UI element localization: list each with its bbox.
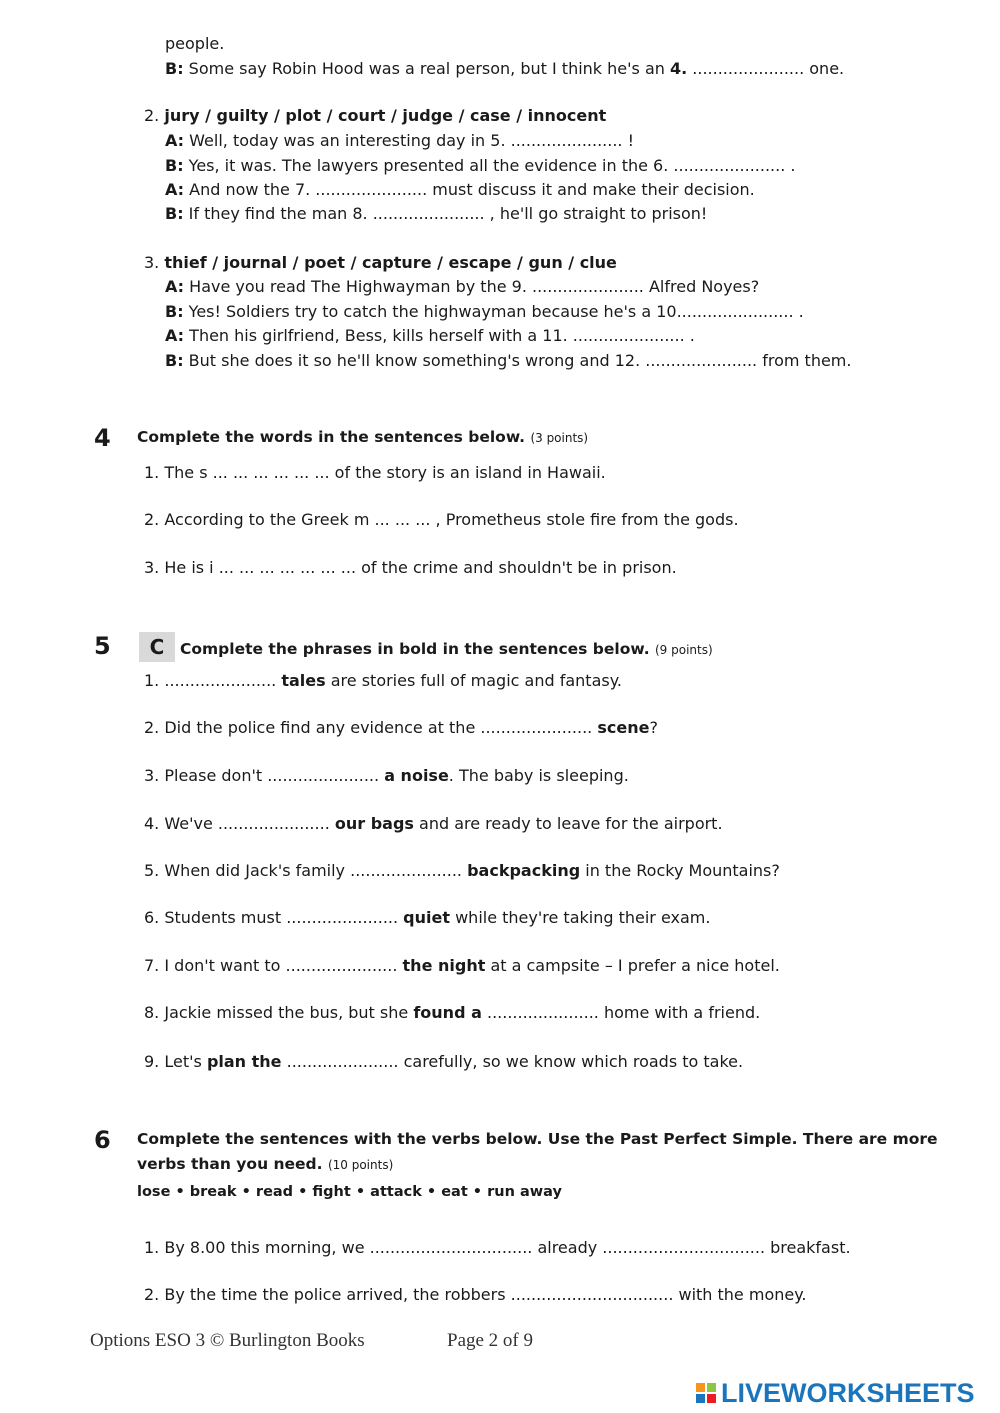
dialogue-line[interactable]: [165, 130, 634, 152]
instruction-text: Complete the words in the sentences below.: [137, 428, 526, 446]
speaker-label: B:: [165, 204, 184, 223]
dialogue-text: Yes! Soldiers try to catch the highwayman because he's a 10....................... .: [183, 302, 804, 321]
dialogue-text: Well, today was an interesting day in 5. ...................... !: [184, 131, 635, 150]
item-text: Please don't ......................: [164, 766, 385, 785]
sentence-item[interactable]: [144, 955, 780, 977]
verb-bank: lose • break • read • fight • attack • eat • run away: [137, 1184, 562, 1200]
item-number: 2.: [144, 718, 165, 737]
points-label: (10 points): [327, 1158, 394, 1172]
exercise-instruction: [137, 425, 588, 450]
item-text: We've ......................: [164, 814, 335, 833]
exercise-instruction: Complete the sentences with the verbs below. Use the Past Perfect Simple. There are more: [137, 1130, 938, 1148]
item-text: are stories full of magic and fantasy.: [325, 671, 622, 690]
dialogue-text: Yes, it was. The lawyers presented all the evidence in the 6. ...................... .: [183, 156, 796, 175]
item-text: ?: [649, 718, 658, 737]
points-label: (3 points): [530, 431, 589, 445]
sentence-item[interactable]: [144, 1051, 743, 1073]
dialogue-line[interactable]: [165, 325, 695, 347]
logo-grid-icon: [696, 1383, 716, 1403]
sentence-item[interactable]: 2. By the time the police arrived, the robbers ................................ with the money.: [144, 1285, 807, 1304]
sentence-item[interactable]: [144, 813, 723, 835]
item-number: 4.: [144, 814, 165, 833]
sentence-item[interactable]: [144, 860, 780, 882]
dialogue-text: Then his girlfriend, Bess, kills herself with a 11. ...................... .: [184, 326, 695, 345]
speaker-label: A:: [165, 131, 185, 150]
item-text: Students must ......................: [164, 908, 404, 927]
bold-phrase: scene: [597, 718, 650, 737]
item-text: while they're taking their exam.: [450, 908, 711, 927]
exercise-instruction: [180, 637, 713, 662]
dialogue-line[interactable]: [165, 276, 759, 298]
sentence-item[interactable]: 3. He is i ... ... ... ... ... ... ... of the crime and shouldn't be in prison.: [144, 558, 677, 577]
item-text: and are ready to leave for the airport.: [413, 814, 723, 833]
bold-phrase: quiet: [403, 908, 450, 927]
group-number: 3.: [144, 253, 160, 272]
dialogue-line[interactable]: [165, 179, 755, 201]
gap-number: 4.: [669, 59, 688, 78]
sentence-item[interactable]: [144, 765, 629, 787]
speaker-label: B:: [165, 59, 184, 78]
word-group-2: [144, 105, 606, 127]
instruction-text: Complete the phrases in bold in the sentences below.: [180, 640, 650, 658]
liveworksheets-logo[interactable]: [696, 1378, 975, 1408]
speaker-label: B:: [165, 351, 184, 370]
footer-page-number: Page 2 of 9: [447, 1330, 534, 1351]
sentence-item[interactable]: [144, 907, 710, 929]
sentence-item[interactable]: [144, 717, 658, 739]
sentence-item[interactable]: 1. By 8.00 this morning, we ................................ already ................................ breakfast.: [144, 1238, 851, 1257]
dialogue-line[interactable]: [165, 203, 707, 225]
bold-phrase: backpacking: [467, 861, 581, 880]
bold-phrase: tales: [281, 671, 326, 690]
exercise-instruction: [137, 1152, 393, 1177]
continued-text: people.: [165, 34, 225, 53]
item-number: 3.: [144, 766, 165, 785]
word-bank: thief / journal / poet / capture / escape / gun / clue: [164, 253, 617, 272]
dialogue-text: Have you read The Highwayman by the 9. ...................... Alfred Noyes?: [184, 277, 760, 296]
dialogue-text: Some say Robin Hood was a real person, but I think he's an: [183, 59, 670, 78]
speaker-label: A:: [165, 277, 185, 296]
bold-phrase: plan the: [206, 1052, 282, 1071]
item-text: When did Jack's family ......................: [164, 861, 468, 880]
item-text: ...................... home with a friend.: [481, 1003, 761, 1022]
exercise-number: 4: [94, 424, 111, 452]
speaker-label: B:: [165, 156, 184, 175]
word-bank: jury / guilty / plot / court / judge / case / innocent: [164, 106, 607, 125]
dialogue-text: If they find the man 8. ...................... , he'll go straight to prison!: [183, 204, 708, 223]
instruction-text: verbs than you need.: [137, 1155, 323, 1173]
item-number: 7.: [144, 956, 165, 975]
item-text: at a campsite – I prefer a nice hotel.: [485, 956, 780, 975]
bold-phrase: a noise: [384, 766, 449, 785]
item-text: I don't want to ......................: [164, 956, 403, 975]
speaker-label: A:: [165, 180, 185, 199]
points-label: (9 points): [655, 643, 713, 657]
dialogue-line[interactable]: [165, 350, 851, 372]
bold-phrase: our bags: [334, 814, 414, 833]
answer-blank[interactable]: ...................... one.: [687, 59, 845, 78]
sentence-item[interactable]: 2. According to the Greek m ... ... ... , Prometheus stole fire from the gods.: [144, 510, 739, 529]
item-text: . The baby is sleeping.: [448, 766, 629, 785]
exercise-number: 5: [94, 632, 111, 660]
item-text: Let's: [164, 1052, 207, 1071]
footer-publisher: Options ESO 3 © Burlington Books: [90, 1330, 365, 1351]
sentence-item[interactable]: [144, 670, 622, 692]
logo-text: LIVEWORKSHEETS: [721, 1377, 975, 1408]
item-number: 8.: [144, 1003, 165, 1022]
speaker-label: A:: [165, 326, 185, 345]
item-text: ......................: [164, 671, 282, 690]
item-text: Did the police find any evidence at the ......................: [164, 718, 598, 737]
item-number: 5.: [144, 861, 165, 880]
sentence-item[interactable]: 1. The s ... ... ... ... ... ... of the story is an island in Hawaii.: [144, 463, 606, 482]
dialogue-text: And now the 7. ...................... must discuss it and make their decision.: [184, 180, 755, 199]
item-number: 1.: [144, 671, 165, 690]
item-number: 6.: [144, 908, 165, 927]
item-text: in the Rocky Mountains?: [580, 861, 780, 880]
bold-phrase: the night: [402, 956, 486, 975]
dialogue-line[interactable]: [165, 155, 795, 177]
word-group-3: [144, 252, 617, 274]
dialogue-line: [165, 58, 844, 80]
speaker-label: B:: [165, 302, 184, 321]
dialogue-line[interactable]: [165, 301, 804, 323]
level-badge: C: [139, 632, 175, 662]
exercise-number: 6: [94, 1126, 111, 1154]
dialogue-text: But she does it so he'll know something's wrong and 12. ...................... from them.: [183, 351, 852, 370]
item-text: Jackie missed the bus, but she: [164, 1003, 414, 1022]
item-text: ...................... carefully, so we know which roads to take.: [281, 1052, 744, 1071]
item-number: 9.: [144, 1052, 165, 1071]
bold-phrase: found a: [413, 1003, 482, 1022]
sentence-item[interactable]: [144, 1002, 760, 1024]
group-number: 2.: [144, 106, 160, 125]
